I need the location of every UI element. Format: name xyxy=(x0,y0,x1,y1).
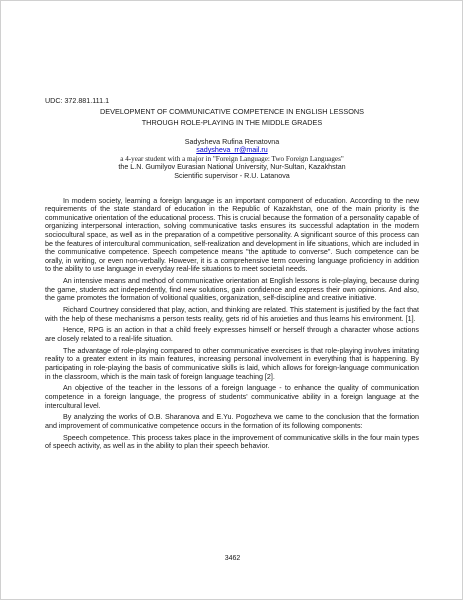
author-affiliation-line-2: the L.N. Gumilyov Eurasian National University, Nur-Sultan, Kazakhstan xyxy=(118,163,346,172)
author-email-line xyxy=(45,146,419,155)
body-paragraph: An intensive means and method of communicative orientation at English lessons is role-playing, because during the game, students act independently, find new solutions, gain confidence and express their own opinions. And also, the game promotes the formation of volitional qualities, organization, self-discipline and creative initiative. xyxy=(45,277,419,303)
body-paragraph: Richard Courtney considered that play, action, and thinking are related. This statement is justified by the fact that with the help of these mechanisms a person tests reality, gets rid of his anxieties and thus learns his environment. [1]. xyxy=(45,306,419,323)
body-text xyxy=(45,197,419,451)
paper-title-line-2: THROUGH ROLE-PLAYING IN THE MIDDLE GRADES xyxy=(141,117,323,127)
author-email-link[interactable]: sadysheva_rr@mail.ru xyxy=(196,146,268,155)
author-name: Sadysheva Rufina Renatovna xyxy=(184,137,280,146)
author-affiliation-line-1: a 4-year student with a major in "Foreign Language: Two Foreign Languages" xyxy=(120,154,344,163)
page-content xyxy=(45,97,419,454)
body-paragraph: Hence, RPG is an action in that a child freely expresses himself or herself through a character whose actions are closely related to a real-life situation. xyxy=(45,326,419,344)
scientific-supervisor: Scientific supervisor - R.U. Latanova xyxy=(174,171,290,180)
udc-code: UDC: 372.881.111.1 xyxy=(45,97,110,105)
body-paragraph: The advantage of role-playing compared to other communicative exercises is that role-playing involves imitating reality to a greater extent in its main features, increasing personal involvement in everything that is happening. By participating in role-playing the basis of communicative skills is laid, which allows for foreign-language communication in the classroom, which is the main task of foreign language teaching [2]. xyxy=(45,346,419,381)
body-paragraph: In modern society, learning a foreign language is an important component of education. According to the new requirements of the state standard of education in the Republic of Kazakhstan, one of the main priority is the communicative orientation of the educational process. This is crucial because the formation of a personality capable of organizing interpersonal interaction, solving communicative tasks ensures its successful adaptation in the modern sociocultural space, as well as in the preparation of a competitive personality. A significant source of this process can be the features of intercultural communication, self-realization and development in life situations, which are included in the communicative competence. Speech competence means "the aptitude to converse". Such competence can be orally, in writing, or even non-verbally. However, it is a comprehensive term covering language proficiency in addition to the ability to use language in everyday real-life situations to meet societal needs. xyxy=(45,196,419,274)
author-block xyxy=(45,138,419,181)
body-paragraph: Speech competence. This process takes place in the improvement of communicative skills in the four main types of speech activity, as well as in the ability to plan their speech behavior. xyxy=(45,433,419,451)
body-paragraph: By analyzing the works of O.B. Sharanova and E.Yu. Pogozheva we came to the conclusion that the formation and improvement of communicative competence occurs in the formation of its following components: xyxy=(45,413,419,430)
page-number: 3462 xyxy=(224,555,241,562)
paper-title-line-1: DEVELOPMENT OF COMMUNICATIVE COMPETENCE IN ENGLISH LESSONS xyxy=(99,106,365,116)
body-paragraph: An objective of the teacher in the lessons of a foreign language - to enhance the quality of communication competence in a foreign language, the progress of students' communicative ability in a foreign language at the intercultural level. xyxy=(45,384,419,410)
